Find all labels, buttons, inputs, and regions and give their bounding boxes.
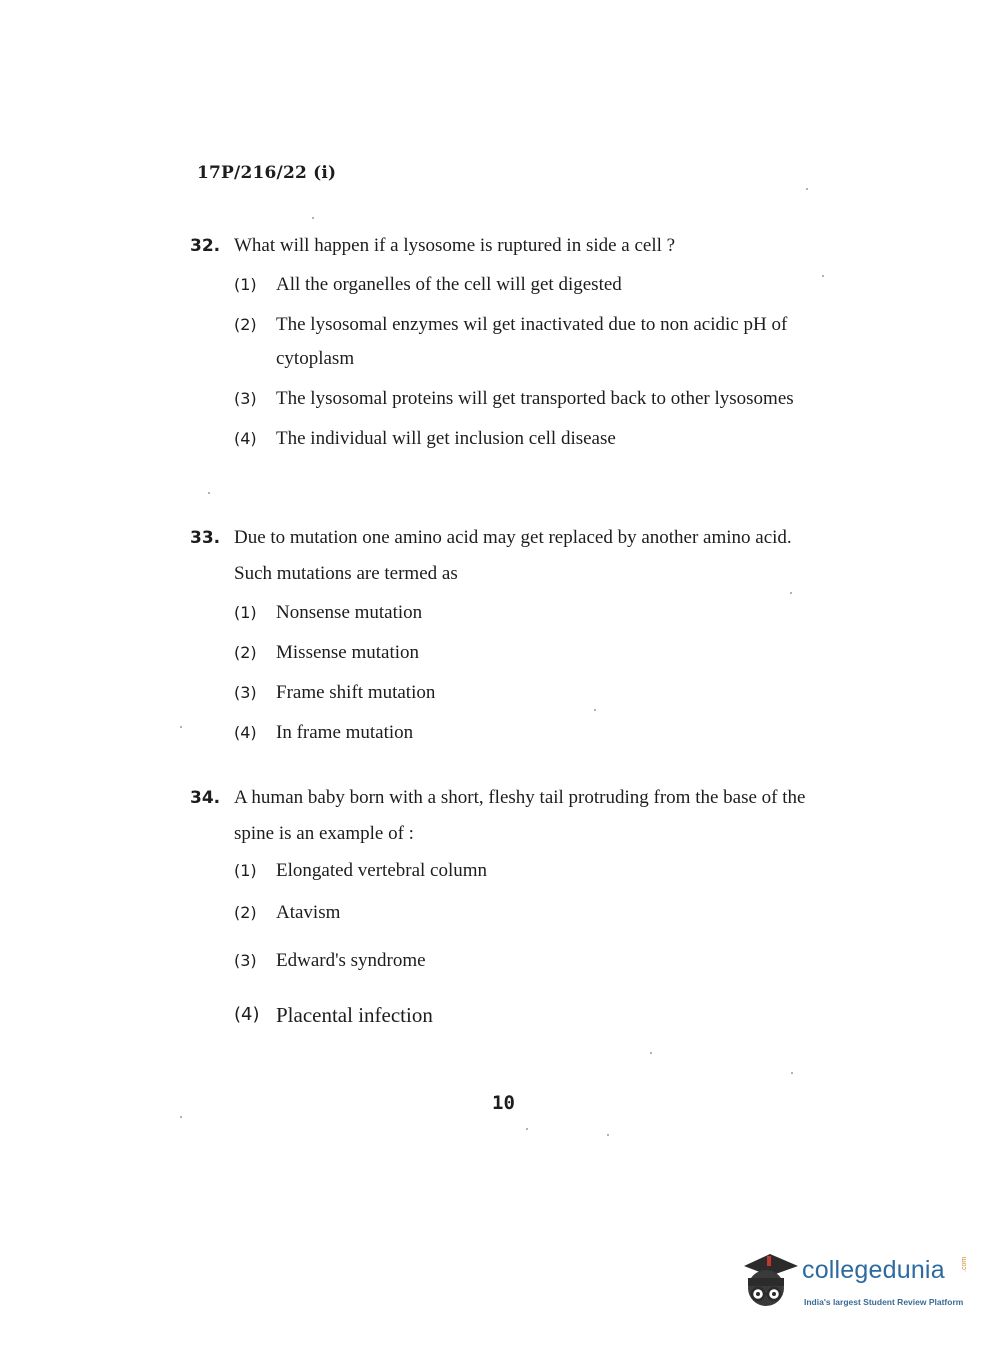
question-32 [190,228,830,456]
logo-wordmark: collegedunia [802,1256,945,1284]
scan-speck [526,1128,528,1130]
option-number: (2) [234,903,257,922]
collegedunia-logo [740,1248,980,1324]
option-number: (4) [234,429,257,448]
scan-speck [806,188,808,190]
option-2 [190,896,830,930]
logo-tagline: India's largest Student Review Platform [804,1297,964,1307]
option-4 [190,422,830,456]
scan-speck [312,217,314,219]
scan-speck [208,492,210,494]
option-number: (3) [234,683,257,702]
option-text: Nonsense mutation [276,602,423,623]
option-4 [190,998,830,1032]
question-text: What will happen if a lysosome is ruptured in side a cell ? [234,235,676,256]
scan-speck [594,709,596,711]
scan-speck [822,275,824,277]
question-number: 32. [190,236,221,256]
option-2 [190,308,830,376]
option-number: (2) [234,315,257,334]
option-text: The lysosomal enzymes wil get inactivated due to non acidic pH of cytoplasm [276,314,788,369]
question-34 [190,780,830,1032]
option-text: The lysosomal proteins will get transported back to other lysosomes [276,388,794,409]
option-text: All the organelles of the cell will get digested [276,274,622,295]
option-3 [190,944,830,978]
mascot-icon [740,1248,800,1310]
option-text: Placental infection [276,1003,433,1027]
scan-speck [790,592,792,594]
option-number: (1) [234,603,257,622]
page-number: 10 [492,1092,515,1114]
question-33 [190,520,830,750]
option-text: Atavism [276,902,341,923]
paper-code: 17P/216/22 (i) [197,163,337,183]
question-text: A human baby born with a short, fleshy tail protruding from the base of the spine is an example of : [234,787,806,844]
option-3 [190,382,830,416]
logo-suffix: .com [961,1256,968,1272]
option-number: (1) [234,275,257,294]
option-number: (2) [234,643,257,662]
scan-speck [791,1072,793,1074]
option-3 [190,676,830,710]
option-1 [190,854,830,888]
question-number: 33. [190,528,221,548]
option-text: Elongated vertebral column [276,860,488,881]
scan-speck [180,1116,182,1118]
scan-speck [650,1052,652,1054]
scan-speck [180,726,182,728]
question-stem [190,228,830,264]
option-1 [190,268,830,302]
option-text: Edward's syndrome [276,950,426,971]
option-text: Frame shift mutation [276,682,436,703]
option-number: (3) [234,389,257,408]
option-4 [190,716,830,750]
option-number: (1) [234,861,257,880]
question-stem [190,780,830,852]
option-2 [190,636,830,670]
option-text: Missense mutation [276,642,420,663]
option-text: The individual will get inclusion cell disease [276,428,616,449]
question-number: 34. [190,788,221,808]
option-number: (4) [234,723,257,742]
option-1 [190,596,830,630]
scan-speck [607,1134,609,1136]
question-text: Due to mutation one amino acid may get replaced by another amino acid. Such mutations are termed as [234,527,792,584]
option-number: (4) [234,1004,260,1025]
question-stem [190,520,830,592]
option-text: In frame mutation [276,722,414,743]
option-number: (3) [234,951,257,970]
